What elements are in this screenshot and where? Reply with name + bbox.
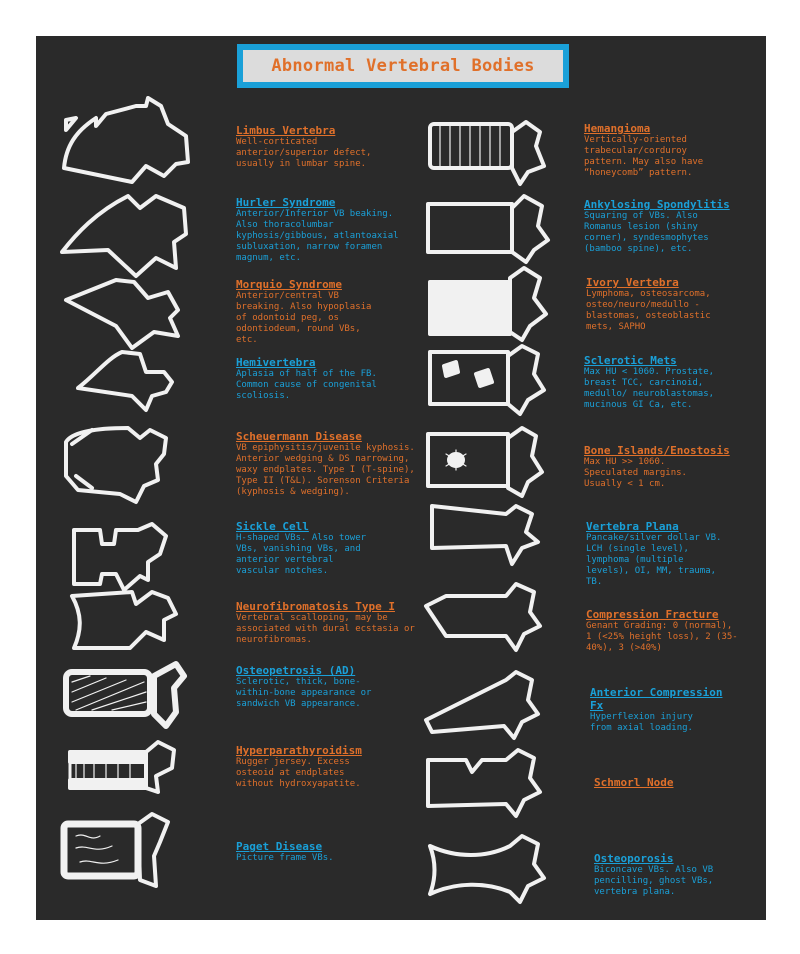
entry-description: Hyperflexion injury from axial loading. bbox=[590, 712, 693, 733]
entry-title: Hurler Syndrome bbox=[236, 196, 336, 209]
neurofibromatosis-vertebra-icon bbox=[72, 592, 176, 648]
entry-title: Osteopetrosis (AD) bbox=[236, 664, 356, 677]
entry-description: Squaring of VBs. Also Romanus lesion (shiny corner), syndesmophytes (bamboo spine), etc. bbox=[584, 211, 709, 254]
morquio-vertebra-icon bbox=[66, 280, 178, 348]
entry-vertebra-plana bbox=[586, 520, 766, 588]
bone-island-vertebra-icon bbox=[428, 428, 542, 496]
entry-limbus-vertebra bbox=[236, 124, 434, 170]
entry-title: Hyperparathyroidism bbox=[236, 744, 362, 757]
sclerotic-mets-vertebra-icon bbox=[430, 346, 544, 414]
entry-osteoporosis bbox=[594, 852, 766, 898]
sickle-cell-vertebra-icon bbox=[74, 524, 166, 590]
entry-description: Picture frame VBs. bbox=[236, 853, 334, 863]
entry-description: Anterior/central VB breaking. Also hypoplasia of odontoid peg, os odontiodeum, round VBs, etc. bbox=[236, 291, 372, 345]
entry-description: Vertically-oriented trabecular/corduroy pattern. May also have “honeycomb” pattern. bbox=[584, 135, 704, 178]
entry-title: Sclerotic Mets bbox=[584, 354, 677, 367]
entry-description: Lymphoma, osteosarcoma, osteo/neuro/medullo -blastomas, osteoblastic mets, SAPHO bbox=[586, 289, 711, 332]
entry-ankylosing-spondylitis bbox=[584, 198, 766, 255]
ankylosing-vertebra-icon bbox=[428, 196, 548, 262]
entry-title: Hemangioma bbox=[584, 122, 651, 135]
entry-osteopetrosis bbox=[236, 664, 434, 710]
entry-title: Anterior Compression Fx bbox=[590, 686, 723, 712]
infographic-board bbox=[36, 36, 766, 920]
hemivertebra-icon bbox=[78, 352, 172, 410]
entry-title: Sickle Cell bbox=[236, 520, 309, 533]
entry-description: Anterior/Inferior VB beaking. Also thoracolumbar kyphosis/gibbous, atlantoaxial subluxation, narrow foramen magnum, etc. bbox=[236, 209, 399, 263]
entry-hurler-syndrome bbox=[236, 196, 434, 264]
vertebra-plana-icon bbox=[432, 506, 538, 564]
entry-description: Sclerotic, thick, bone-within-bone appearance or sandwich VB appearance. bbox=[236, 677, 372, 709]
page-title: Abnormal Vertebral Bodies bbox=[271, 56, 535, 76]
entry-title: Ivory Vertebra bbox=[586, 276, 679, 289]
entry-hemangioma bbox=[584, 122, 766, 179]
entry-paget-disease bbox=[236, 840, 434, 864]
paget-vertebra-icon bbox=[64, 814, 168, 886]
entry-title: Bone Islands/Enostosis bbox=[584, 444, 730, 457]
scheuermann-vertebra-icon bbox=[66, 428, 166, 502]
hemangioma-vertebra-icon bbox=[430, 122, 544, 184]
limbus-vertebra-icon bbox=[64, 98, 188, 182]
entry-bone-islands bbox=[584, 444, 766, 490]
anterior-compression-vertebra-icon bbox=[426, 672, 538, 738]
osteoporosis-vertebra-icon bbox=[430, 836, 544, 902]
entry-neurofibromatosis bbox=[236, 600, 434, 646]
hurler-vertebra-icon bbox=[62, 196, 186, 276]
entry-scheuermann-disease bbox=[236, 430, 434, 498]
hyperparathyroidism-vertebra-icon bbox=[70, 742, 174, 792]
entry-description: Vertebral scalloping, may be associated with dural ecstasia or neurofibromas. bbox=[236, 613, 415, 645]
entry-title: Vertebra Plana bbox=[586, 520, 679, 533]
entry-title: Hemivertebra bbox=[236, 356, 316, 369]
entry-description: Rugger jersey. Excess osteoid at endplates without hydroxyapatite. bbox=[236, 757, 361, 789]
entry-description: Pancake/silver dollar VB. LCH (single level), lymphoma (multiple levels), OI, MM, trauma, TB. bbox=[586, 533, 722, 587]
schmorl-node-vertebra-icon bbox=[428, 750, 540, 816]
entry-description: Aplasia of half of the FB. Common cause of congenital scoliosis. bbox=[236, 369, 377, 401]
entry-description: Biconcave VBs. Also VB pencilling, ghost VBs, vertebra plana. bbox=[594, 865, 714, 897]
entry-title: Schmorl Node bbox=[594, 776, 674, 789]
entry-description: Max HU >> 1060. Speculated margins. Usually < 1 cm. bbox=[584, 457, 687, 489]
title-panel bbox=[243, 50, 563, 82]
entry-ivory-vertebra bbox=[586, 276, 766, 333]
entry-sickle-cell bbox=[236, 520, 434, 577]
entry-morquio-syndrome bbox=[236, 278, 434, 346]
osteopetrosis-vertebra-icon bbox=[66, 664, 184, 726]
entry-anterior-compression-fx bbox=[590, 686, 766, 734]
entry-title: Limbus Vertebra bbox=[236, 124, 336, 137]
ivory-vertebra-icon bbox=[430, 268, 546, 340]
entry-description: VB epiphysitis/juvenile kyphosis. Anterior wedging & DS narrowing, waxy endplates. Type I (T-spine), Type II (T&L). Sorenson Criteria (kyphosis & wedging). bbox=[236, 443, 415, 497]
entry-title: Compression Fracture bbox=[586, 608, 719, 621]
entry-description: Max HU < 1060. Prostate, breast TCC, carcinoid, medullo/ neuroblastomas, mucinous GI Ca, etc. bbox=[584, 367, 715, 410]
entry-description: Genant Grading: 0 (normal), 1 (<25% height loss), 2 (35-40%), 3 (>40%) bbox=[586, 621, 738, 653]
entry-title: Paget Disease bbox=[236, 840, 323, 853]
entry-title: Morquio Syndrome bbox=[236, 278, 342, 291]
entry-hemivertebra bbox=[236, 356, 434, 402]
entry-description: H-shaped VBs. Also tower VBs, vanishing VBs, and anterior vertebral vascular notches. bbox=[236, 533, 367, 576]
entry-schmorl-node bbox=[594, 776, 766, 789]
entry-title: Neurofibromatosis Type I bbox=[236, 600, 395, 613]
entry-hyperparathyroidism bbox=[236, 744, 434, 790]
entry-compression-fracture bbox=[586, 608, 766, 654]
entry-title: Osteoporosis bbox=[594, 852, 674, 865]
entry-sclerotic-mets bbox=[584, 354, 766, 411]
entry-description: Well-corticated anterior/superior defect, usually in lumbar spine. bbox=[236, 137, 372, 169]
compression-fracture-vertebra-icon bbox=[426, 584, 540, 650]
entry-title: Ankylosing Spondylitis bbox=[584, 198, 730, 211]
title-banner bbox=[237, 44, 569, 88]
entry-title: Scheuermann Disease bbox=[236, 430, 362, 443]
